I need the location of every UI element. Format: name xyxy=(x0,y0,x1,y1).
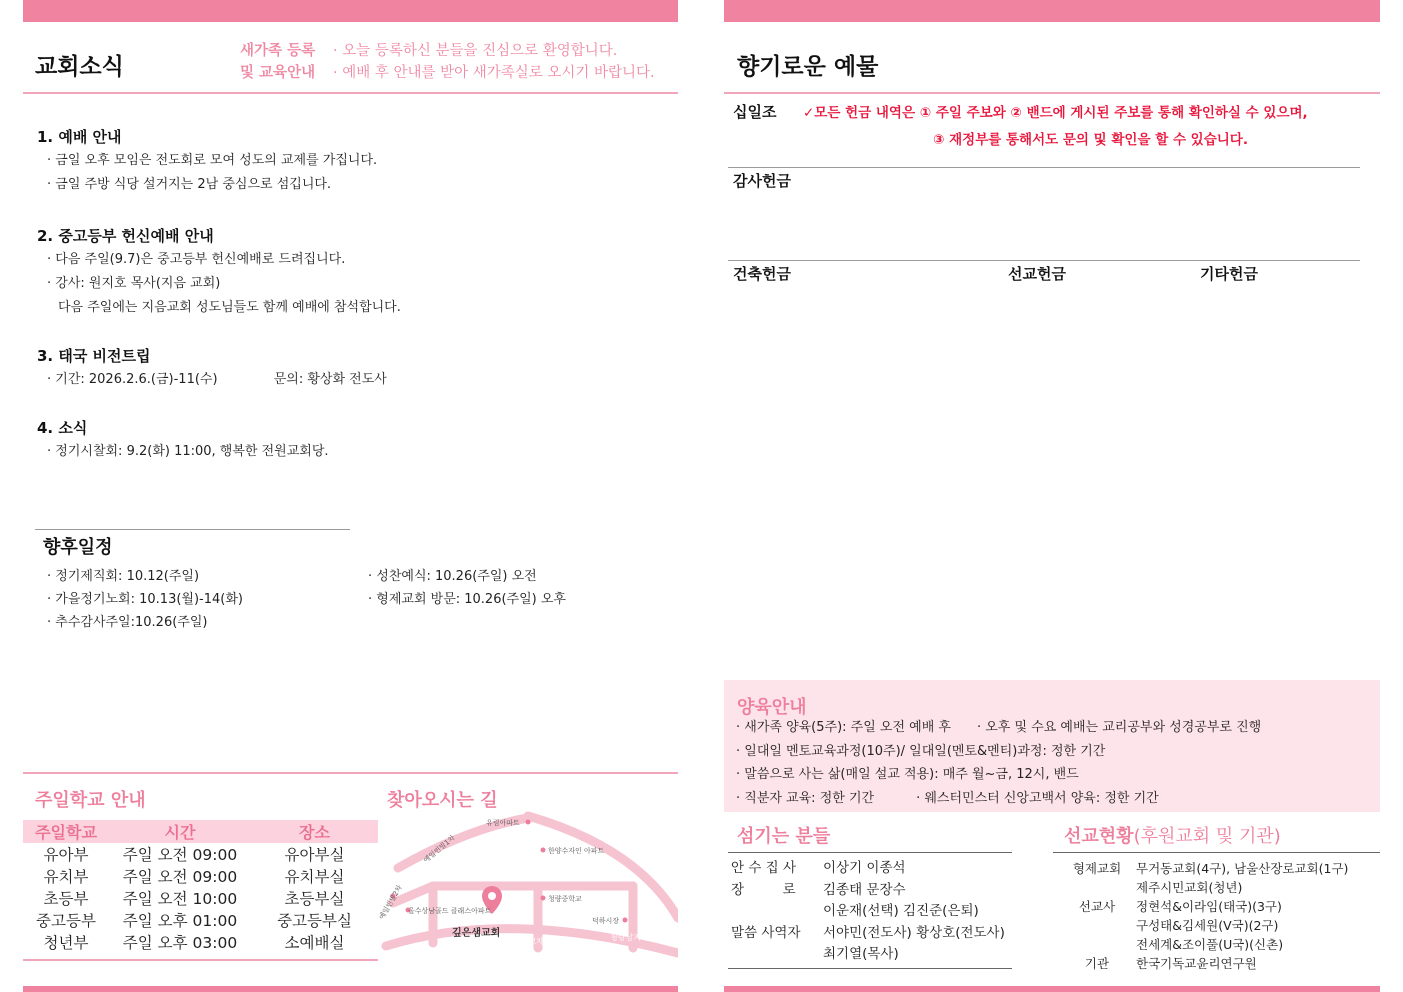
map-label: 청량삼거리 xyxy=(610,933,649,942)
section-heading: 1. 예배 안내 xyxy=(37,128,122,146)
sunday-school-title: 주일학교 안내 xyxy=(35,790,146,811)
section-heading: 2. 중고등부 헌신예배 안내 xyxy=(37,227,214,245)
map-label: 청량중학교 xyxy=(548,895,582,903)
schedule-rule xyxy=(35,529,350,530)
directions-map xyxy=(378,808,678,968)
list-item: 제주시민교회(청년) xyxy=(1136,880,1243,895)
news-sections xyxy=(37,126,637,464)
left-top-bar xyxy=(23,0,678,22)
table-row: 유치부 주일 오전 09:00 유치부실 xyxy=(43,868,345,886)
list-item: 선교사 정현석&이라임(태국)(3구) xyxy=(1078,899,1282,914)
offering-notice-1: ✓모든 헌금 내역은 ① 주일 주보와 ② 밴드에 게시된 주보를 통해 확인하실 수 있으며, xyxy=(803,105,1308,121)
list-item: 형제교회 무거동교회(4구), 남울산장로교회(1구) xyxy=(1072,861,1349,876)
table-header-row: 주일학교 시간 장소 xyxy=(23,820,378,843)
table-row: 유아부 주일 오전 09:00 유아부실 xyxy=(43,846,345,864)
list-item: 전세계&조이풀(U국)(신촌) xyxy=(1136,937,1284,952)
list-item: 기관 한국기독교윤리연구원 xyxy=(1084,956,1257,971)
list-item: 이운재(선택) 김진준(은퇴) xyxy=(823,903,979,919)
map-label: 예일빈빌2차 xyxy=(378,883,404,921)
section-body: · 금일 오후 모임은 전도회로 모여 성도의 교제를 가집니다. · 금일 주방 식당 설거지는 2남 중심으로 섬깁니다. xyxy=(37,149,637,197)
offering-notice-2: ③ 재정부를 통해서도 문의 및 확인을 할 수 있습니다. xyxy=(933,132,1248,148)
right-bottom-bar xyxy=(724,986,1380,992)
table-row: 초등부 주일 오전 10:00 초등부실 xyxy=(43,890,345,908)
map-label: 청량교차로 xyxy=(513,937,552,946)
section-body: · 정기시찰회: 9.2(화) 11:00, 행복한 전원교회당. xyxy=(37,440,637,464)
page-title-church-news: 교회소식 xyxy=(35,54,124,80)
list-item: 말씀 사역자 서야민(전도사) 황상호(전도사) xyxy=(731,924,1005,941)
divider xyxy=(728,968,1012,969)
sunday-school-table xyxy=(23,820,378,953)
list-item: 최기열(목사) xyxy=(823,946,899,962)
schedule-col-2: · 성찬예식: 10.26(주일) 오전 · 형제교회 방문: 10.26(주일) 오후 xyxy=(368,565,566,611)
newcomer-text: · 오늘 등록하신 분들을 진심으로 환영합니다. · 예배 후 안내를 받아 새가족실로 오시기 바랍니다. xyxy=(333,43,655,81)
divider xyxy=(728,167,1360,168)
divider xyxy=(724,92,1380,94)
map-label: 예일빈빌1차 xyxy=(422,833,457,865)
building-offering-label: 건축헌금 xyxy=(733,265,791,283)
list-item: 장 로 김종태 문장수 xyxy=(731,881,906,898)
sunday-school-table-wrap xyxy=(23,820,378,953)
divider xyxy=(23,92,678,94)
nurture-title: 양육안내 xyxy=(737,697,807,718)
divider xyxy=(1053,852,1380,853)
servers-list xyxy=(731,858,1005,966)
table-bottom-rule xyxy=(23,959,378,961)
servers-title: 섬기는 분들 xyxy=(737,826,831,847)
missions-title: 선교현황(후원교회 및 기관) xyxy=(1064,826,1281,847)
map-label: 덕하시장 xyxy=(592,917,620,925)
table-row: 청년부 주일 오후 03:00 소예배실 xyxy=(43,934,345,952)
table-row: 중고등부 주일 오후 01:00 중고등부실 xyxy=(36,912,352,930)
directions-title: 찾아오시는 길 xyxy=(387,790,498,811)
newcomer-label: 새가족 등록 및 교육안내 xyxy=(240,43,316,81)
divider xyxy=(728,852,1012,853)
thanks-offering-label: 감사헌금 xyxy=(733,172,791,190)
other-offering-label: 기타헌금 xyxy=(1200,265,1258,283)
church-label: 깊은샘교회 xyxy=(452,928,501,939)
mission-offering-label: 선교헌금 xyxy=(1008,265,1066,283)
tithe-label: 십일조 xyxy=(733,103,777,121)
list-item: 구성태&김세원(V국)(2구) xyxy=(1136,918,1279,933)
page-title-offering: 향기로운 예물 xyxy=(737,54,879,80)
map-label: 유림아파트 xyxy=(486,819,520,827)
missions-list xyxy=(1058,859,1348,973)
map-label: 올수상남골드 클래스아파트 xyxy=(408,907,492,915)
divider xyxy=(728,260,1360,261)
map-label: 한양수자인 아파트 xyxy=(548,847,605,855)
divider xyxy=(23,772,678,774)
schedule-col-1: · 정기제직회: 10.12(주일) · 가을정기노회: 10.13(월)-14(화) · 추수감사주일:10.26(주일) xyxy=(47,565,243,634)
section-body: · 기간: 2026.2.6.(금)-11(수) 문의: 황상화 전도사 xyxy=(37,368,637,392)
section-heading: 3. 태국 비전트립 xyxy=(37,347,151,365)
schedule-title: 향후일정 xyxy=(43,537,113,558)
right-top-bar xyxy=(724,0,1380,22)
section-heading: 4. 소식 xyxy=(37,419,88,437)
left-bottom-bar xyxy=(23,986,678,992)
section-body: · 다음 주일(9.7)은 중고등부 헌신예배로 드려집니다. · 강사: 원지호 목사(지음 교회) 다음 주일에는 지음교회 성도님들도 함께 예배에 참석합니다. xyxy=(37,248,637,320)
nurture-lines: · 새가족 양육(5주): 주일 오전 예배 후 · 오후 및 수요 예배는 교리공부와 성경공부로 진행 · 일대일 멘토교육과정(10주)/ 일대일(멘토&멘티)과정: 정한 기간 · 말씀으로 사는 삶(매일 설교 적용): 매주 월~금, 12시, 밴드 · 직분자 교육: 정한 기간 · 웨스터민스터 신앙고백서 양육: 정한 기간 xyxy=(736,720,1262,806)
list-item: 안 수 집 사 이상기 이종석 xyxy=(731,860,906,876)
